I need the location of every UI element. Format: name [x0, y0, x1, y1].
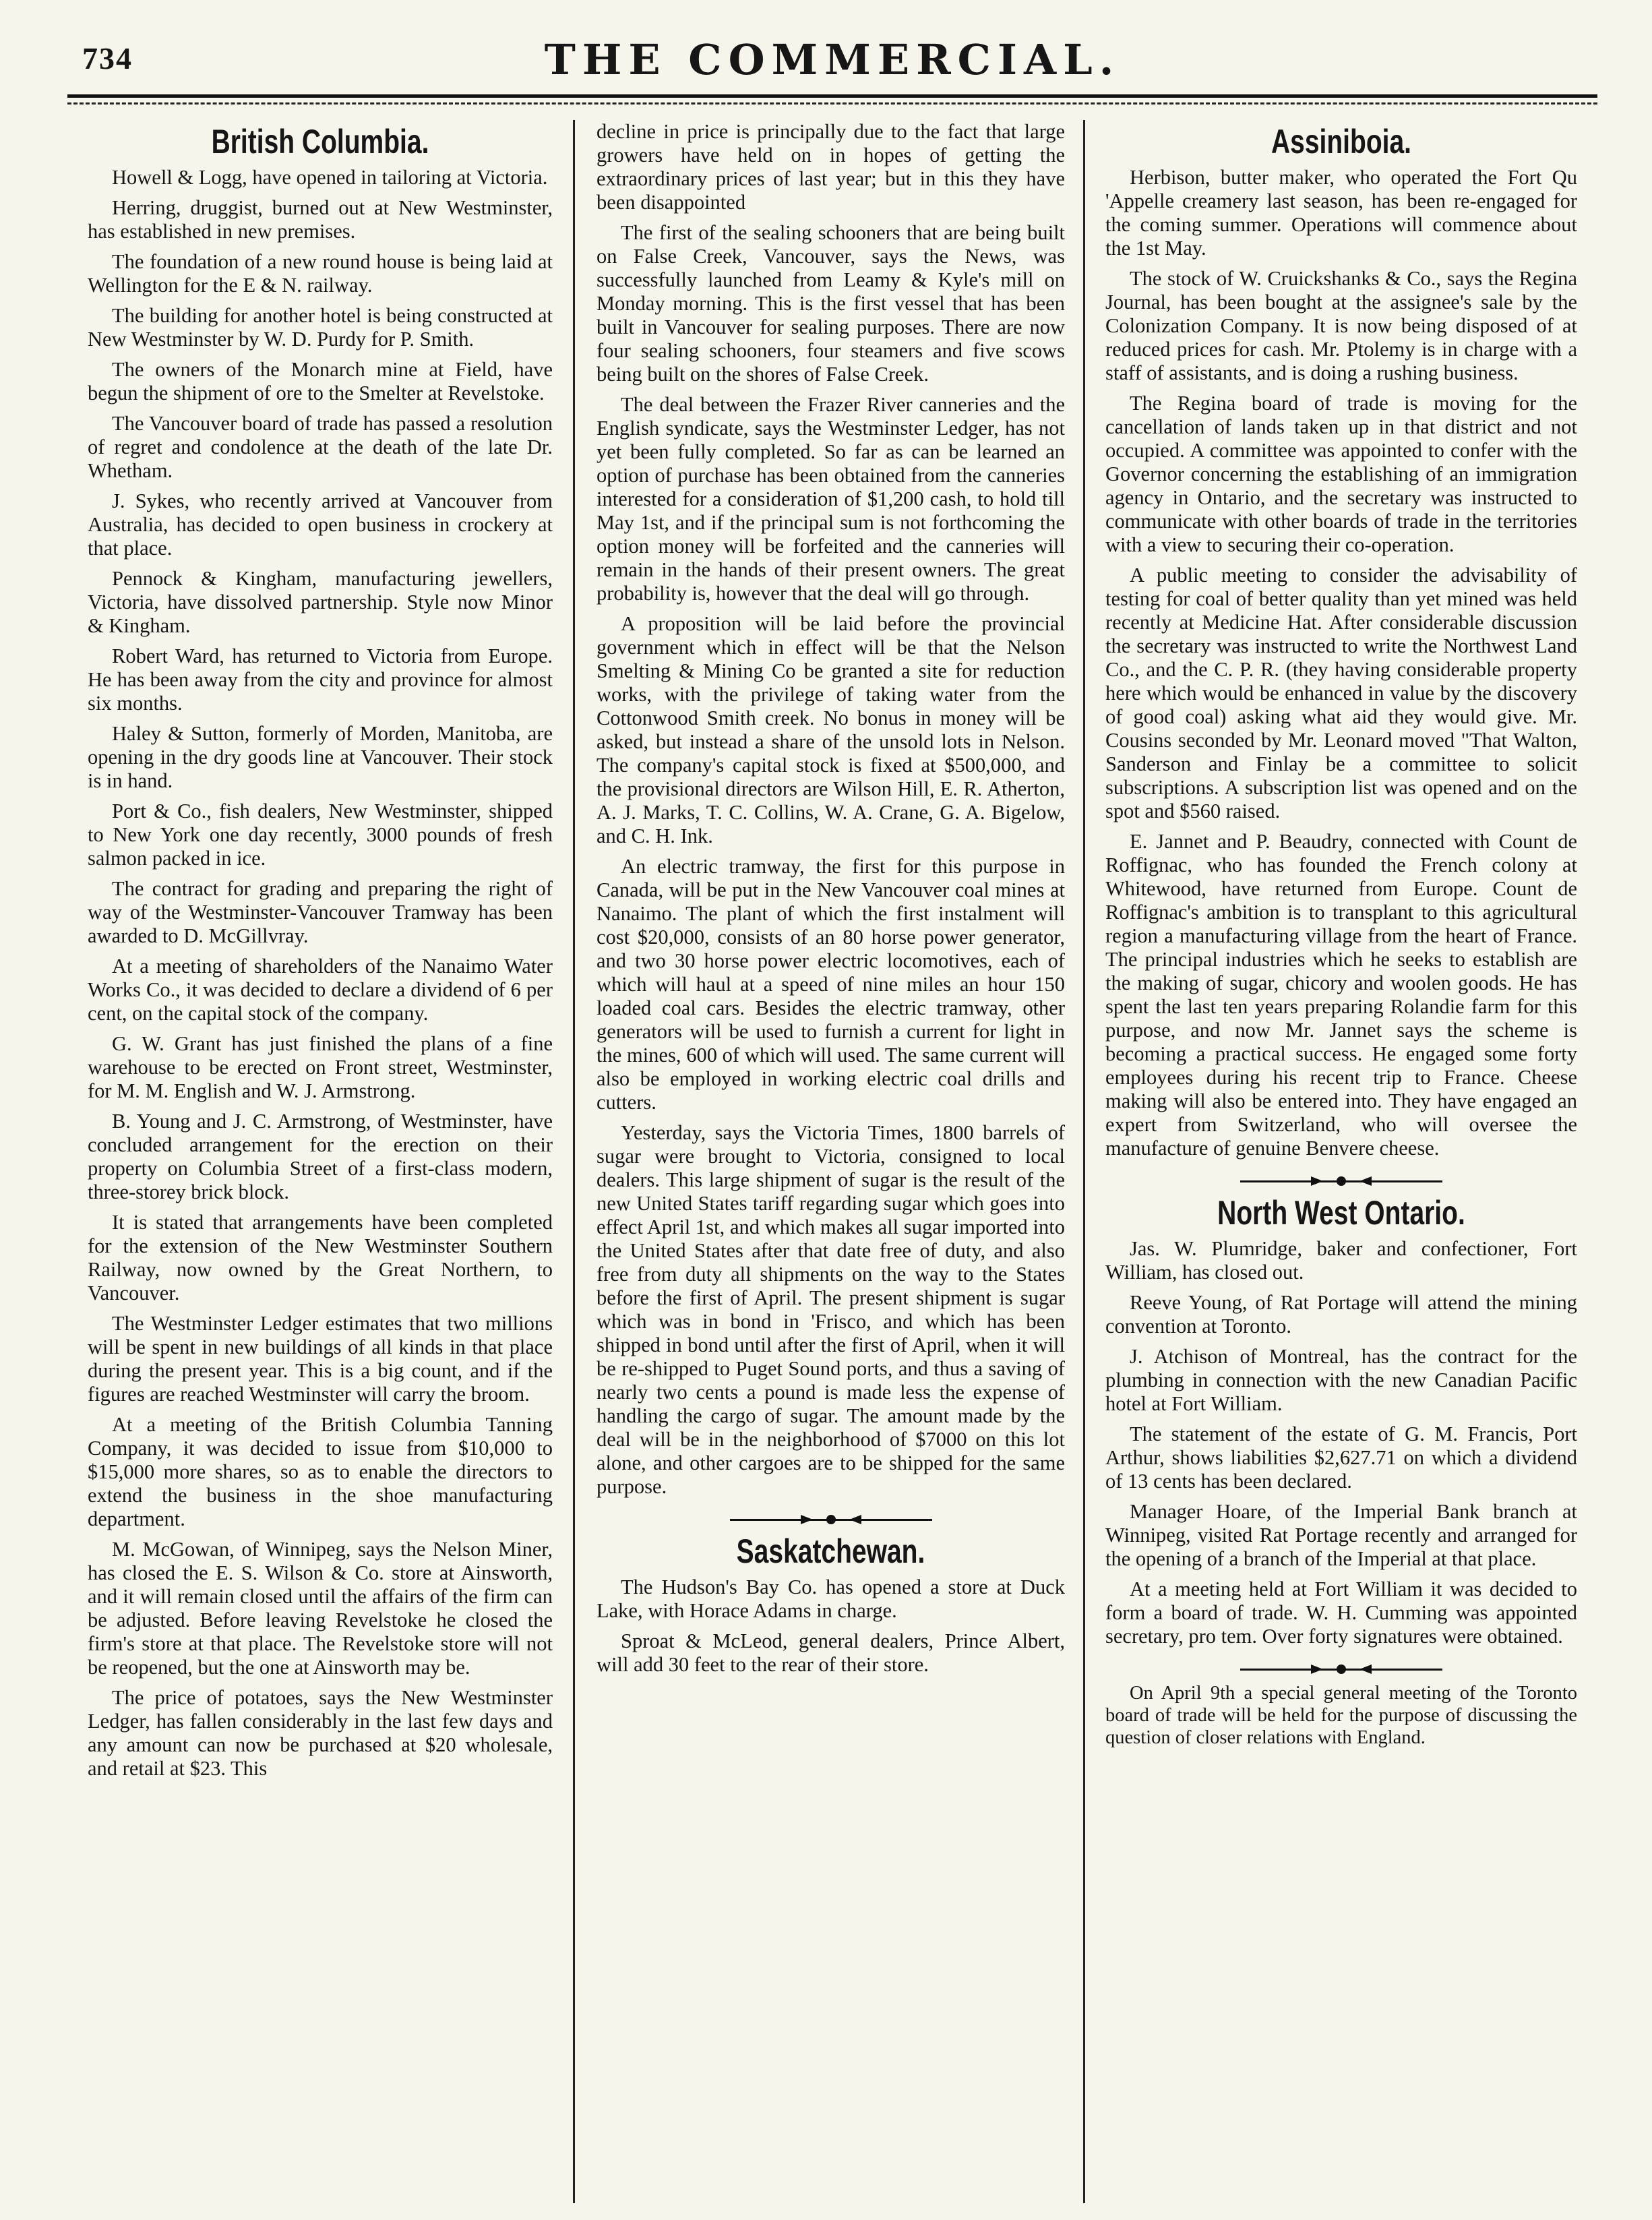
news-item: Herbison, butter maker, who operated the Fort Qu 'Appelle creamery last season, has been re-engaged for the coming summer. Operations will commence about the 1st May. — [1105, 166, 1577, 260]
news-item: J. Atchison of Montreal, has the contract for the plumbing in connection with the new Canadian Pacific hotel at Fort William. — [1105, 1345, 1577, 1415]
news-item: G. W. Grant has just finished the plans of a fine warehouse to be erected on Front street, Westminster, for M. M. English and W. J. Armstrong. — [88, 1032, 553, 1102]
news-item: The Hudson's Bay Co. has opened a store at Duck Lake, with Horace Adams in charge. — [596, 1576, 1065, 1622]
news-item: The price of potatoes, says the New Westminster Ledger, has fallen considerably in the last few days and any amount can now be purchased at $20 wholesale, and retail at $23. This — [88, 1686, 553, 1780]
news-item: The contract for grading and preparing the right of way of the Westminster-Vancouver Tramway has been awarded to D. McGillvray. — [88, 877, 553, 947]
news-item: The first of the sealing schooners that are being built on False Creek, Vancouver, says the News, was successfully launched from Leamy & Kyle's mill on Monday morning. This is the first vessel that has been built in Vancouver for sealing purposes. There are now four sealing schooners, four steamers and five scows being built on the shores of False Creek. — [596, 221, 1065, 386]
news-item: At a meeting held at Fort William it was decided to form a board of trade. W. H. Cumming was appointed secretary, pro tem. Over forty signatures were obtained. — [1105, 1578, 1577, 1648]
news-item: A proposition will be laid before the provincial government which in effect will be that the Nelson Smelting & Mining Co be granted a site for reduction works, with the privilege of taking water from the Cottonwood Smith creek. No bonus in money will be asked, but instead a share of the unsold lots in Nelson. The company's capital stock is fixed at $500,000, and the provisional directors are Wilson Hill, E. R. Atherton, A. J. Marks, T. C. Collins, W. A. Crane, G. A. Bigelow, and C. H. Ink. — [596, 612, 1065, 847]
news-item: The Vancouver board of trade has passed a resolution of regret and condolence at the death of the late Dr. Whetham. — [88, 412, 553, 482]
news-item: The statement of the estate of G. M. Francis, Port Arthur, shows liabilities $2,627.71 on which a dividend of 13 cents has been declared. — [1105, 1422, 1577, 1493]
masthead-title: THE COMMERCIAL. — [544, 35, 1121, 84]
section-title-north-west-ontario: North West Ontario. — [1217, 1194, 1465, 1232]
news-item: An electric tramway, the first for this purpose in Canada, will be put in the New Vancouver coal mines at Nanaimo. The plant of which the first instalment will cost $20,000, consists of an 80 horse power generator, and two 30 horse power electric locomotives, each of which will haul at a speed of nine miles an hour 150 loaded coal cars. Besides the electric tramway, other generators will be used to furnish a current for light in the mines, 600 of which will used. The same current will also be employed in working electric coal drills and cutters. — [596, 855, 1065, 1114]
news-item: The Westminster Ledger estimates that two millions will be spent in new buildings of all kinds in that place during the present year. This is a big count, and if the figures are reached Westminster will carry the broom. — [88, 1312, 553, 1406]
section-title-assiniboia: Assiniboia. — [1271, 123, 1412, 160]
header-dashed-rule — [67, 102, 1597, 104]
news-item: The deal between the Frazer River canneries and the English syndicate, says the Westminster Ledger, has not yet been fully completed. So far as can be learned an option of purchase has been obtained from the canneries interested for a consideration of $1,200 cash, to hold till May 1st, and if the principal sum is not forthcoming the option money will be forfeited and the canneries will remain in the hands of their present owners. The great probability is, however that the deal will go through. — [596, 393, 1065, 605]
column-1 — [88, 120, 553, 2203]
news-item: Robert Ward, has returned to Victoria from Europe. He has been away from the city and province for almost six months. — [88, 644, 553, 715]
news-item: Manager Hoare, of the Imperial Bank branch at Winnipeg, visited Rat Portage recently and arranged for the opening of a branch of the Imperial at that place. — [1105, 1500, 1577, 1570]
column-divider — [1083, 120, 1085, 2203]
news-item: The building for another hotel is being constructed at New Westminster by W. D. Purdy for P. Smith. — [88, 304, 553, 351]
news-item: E. Jannet and P. Beaudry, connected with Count de Roffignac, who has founded the French colony at Whitewood, have returned from Europe. Count de Roffignac's ambition is to transplant to this agricultural region a manufacturing village from the heart of France. The principal industries which he seeks to establish are the making of sugar, chicory and woolen goods. He has spent the last ten years preparing Rolandie farm for this purpose, and now Mr. Jannet says the scheme is becoming a practical success. He engaged some forty employees during his recent trip to France. Cheese making will also be entered into. They have engaged an expert from Switzerland, who will oversee the manufacture of genuine Benvere cheese. — [1105, 830, 1577, 1160]
column-3 — [1105, 120, 1577, 2203]
news-item: Port & Co., fish dealers, New Westminster, shipped to New York one day recently, 3000 pounds of fresh salmon packed in ice. — [88, 800, 553, 870]
news-item-continued: decline in price is principally due to the fact that large growers have held on in hopes of getting the extraordinary prices of last year; but in this they have been disappointed — [596, 120, 1065, 214]
section-title-saskatchewan: Saskatchewan. — [736, 1532, 925, 1570]
news-item: Yesterday, says the Victoria Times, 1800 barrels of sugar were brought to Victoria, consigned to local dealers. This large shipment of sugar is the result of the new United States tariff regarding sugar which goes into effect April 1st, and which makes all sugar imported into the United States after that date free of duty, and also free from duty all shipments on the way to the States before the first of April. The present shipment is sugar which was in bond in 'Frisco, and which has been shipped in bond until after the first of April, when it will be re-shipped to Puget Sound ports, and thus a saving of nearly two cents a pound is made less the expense of handling the cargo of sugar. The amount made by the deal will be in the neighborhood of $7000 on this lot alone, and other cargoes are to be shipped for the same purpose. — [596, 1121, 1065, 1498]
page-number: 734 — [82, 41, 133, 76]
news-item: A public meeting to consider the advisability of testing for coal of better quality than yet mined was held recently at Medicine Hat. After considerable discussion the secretary was instructed to write the Northwest Land Co., and the C. P. R. (they having considerable property here which would be enhanced in value by the discovery of good coal) asking what aid they would give. Mr. Cousins seconded by Mr. Leonard moved "That Walton, Sanderson and Finlay be a committee to solicit subscriptions. A subscription list was opened and on the spot and $560 raised. — [1105, 564, 1577, 822]
news-item: Howell & Logg, have opened in tailoring at Victoria. — [112, 166, 548, 189]
news-item: At a meeting of the British Columbia Tanning Company, it was decided to issue from $10,000 to $15,000 more shares, so as to enable the directors to extend the business in the shoe manufacturing department. — [88, 1413, 553, 1530]
news-item: M. McGowan, of Winnipeg, says the Nelson Miner, has closed the E. S. Wilson & Co. store at Ainsworth, and it will remain closed until the affairs of the firm can be adjusted. Before leaving Revelstoke he closed the firm's store at that place. The Revelstoke store will not be reopened, but the one at Ainsworth may be. — [88, 1538, 553, 1679]
news-item: The Regina board of trade is moving for the cancellation of lands taken up in that district and not occupied. A committee was appointed to confer with the Governor concerning the establishing of an immigration agency in Ontario, and the secretary was instructed to communicate with other boards of trade in the territories with a view to securing their co-operation. — [1105, 392, 1577, 556]
news-item: J. Sykes, who recently arrived at Vancouver from Australia, has decided to open business in crockery at that place. — [88, 489, 553, 560]
section-divider — [730, 1511, 932, 1528]
news-item: It is stated that arrangements have been completed for the extension of the New Westminster Southern Railway, now owned by the Great Northern, to Vancouver. — [88, 1211, 553, 1304]
news-item: B. Young and J. C. Armstrong, of Westminster, have concluded arrangement for the erection on their property on Columbia Street of a first-class modern, three-storey brick block. — [88, 1110, 553, 1203]
news-item: Haley & Sutton, formerly of Morden, Manitoba, are opening in the dry goods line at Vancouver. Their stock is in hand. — [88, 722, 553, 792]
section-divider — [1240, 1660, 1442, 1678]
news-item: Sproat & McLeod, general dealers, Prince Albert, will add 30 feet to the rear of their store. — [596, 1629, 1065, 1676]
news-item: Herring, druggist, burned out at New Westminster, has established in new premises. — [88, 196, 553, 243]
section-title-british-columbia: British Columbia. — [211, 123, 429, 160]
news-item: The owners of the Monarch mine at Field, have begun the shipment of ore to the Smelter at Revelstoke. — [88, 358, 553, 404]
news-item: At a meeting of shareholders of the Nanaimo Water Works Co., it was decided to declare a dividend of 6 per cent, on the capital stock of the company. — [88, 955, 553, 1025]
closing-note: On April 9th a special general meeting of the Toronto board of trade will be held for the purpose of discussing the question of closer relations with England. — [1105, 1683, 1577, 1748]
column-divider — [573, 120, 575, 2203]
news-item: Reeve Young, of Rat Portage will attend the mining convention at Toronto. — [1105, 1291, 1577, 1338]
news-item: The foundation of a new round house is being laid at Wellington for the E & N. railway. — [88, 250, 553, 297]
news-item: The stock of W. Cruickshanks & Co., says the Regina Journal, has been bought at the assignee's sale by the Colonization Company. It is now being disposed of at reduced prices for cash. Mr. Ptolemy is in charge with a staff of assistants, and is doing a rushing business. — [1105, 267, 1577, 384]
news-item: Jas. W. Plumridge, baker and confectioner, Fort William, has closed out. — [1105, 1237, 1577, 1284]
page-header — [67, 32, 1597, 93]
news-item: Pennock & Kingham, manufacturing jewellers, Victoria, have dissolved partnership. Style now Minor & Kingham. — [88, 567, 553, 637]
header-rule — [67, 94, 1597, 98]
column-2 — [596, 120, 1065, 2203]
section-divider — [1240, 1172, 1442, 1190]
